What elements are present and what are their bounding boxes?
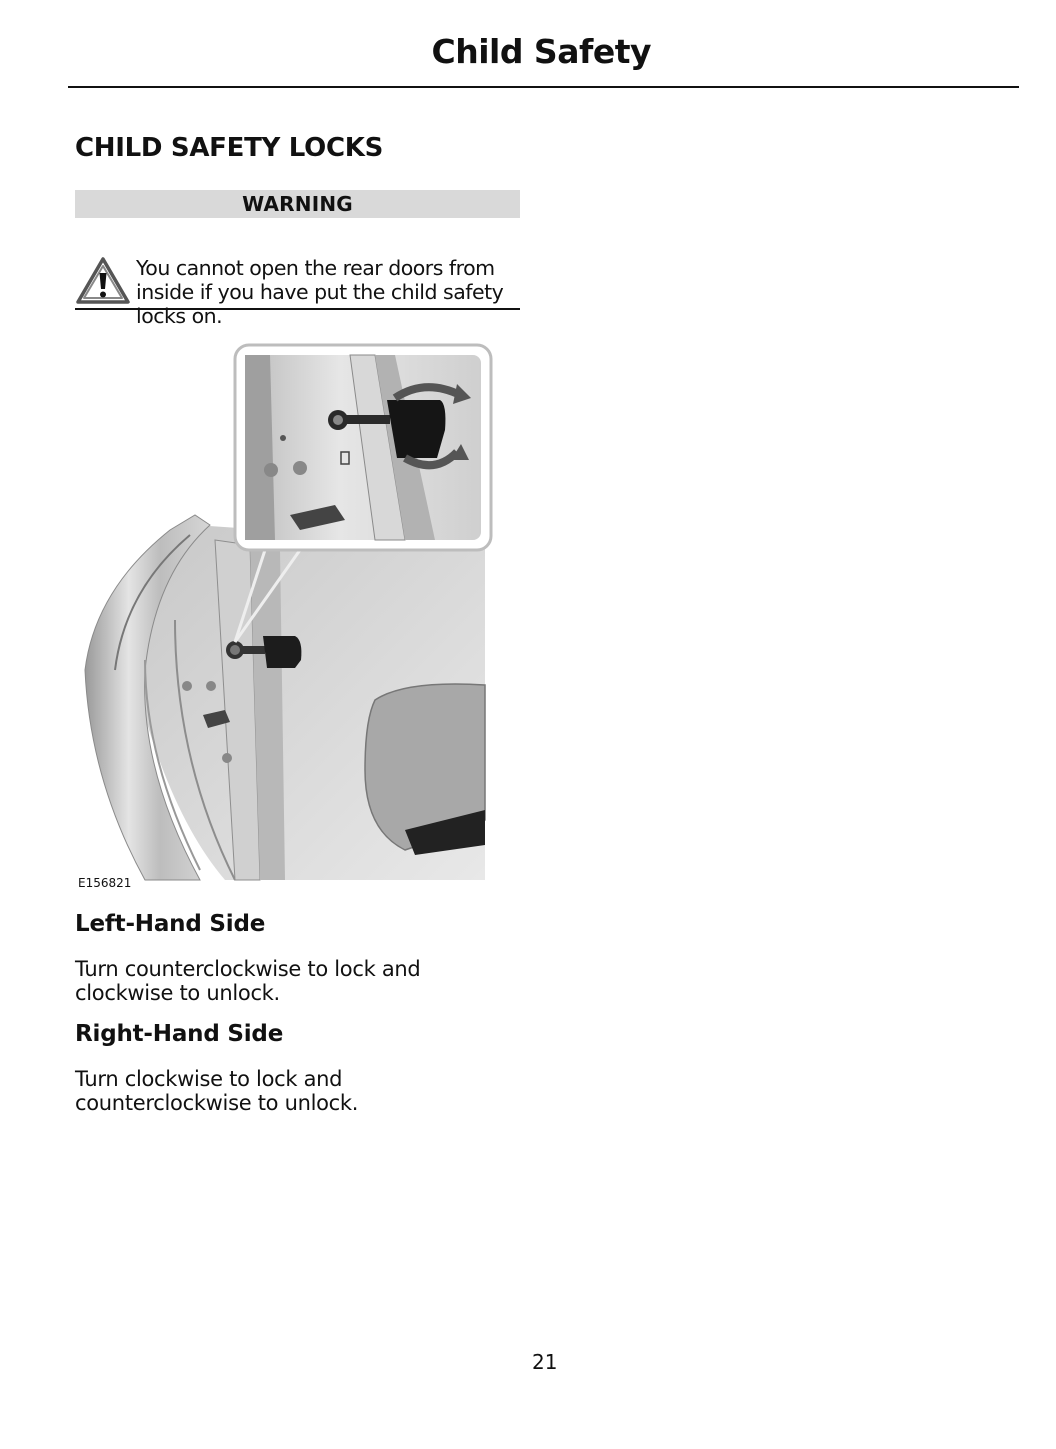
child-lock-illustration — [75, 340, 520, 885]
right-hand-side-text: Turn clockwise to lock and counterclockwise to unlock. — [75, 1067, 359, 1115]
left-hand-side-heading: Left-Hand Side — [75, 911, 266, 937]
page-title: Child Safety — [431, 32, 651, 71]
header-rule — [68, 86, 1019, 88]
warning-text: You cannot open the rear doors from inside if you have put the child safety locks on. — [136, 256, 504, 328]
left-hand-side-text: Turn counterclockwise to lock and clockwise to unlock. — [75, 957, 421, 1005]
warning-label: WARNING — [75, 190, 520, 218]
warning-triangle-icon — [75, 256, 131, 306]
page-number: 21 — [532, 1350, 558, 1374]
warning-box — [75, 190, 520, 328]
section-heading: CHILD SAFETY LOCKS — [75, 133, 383, 163]
warning-body — [75, 218, 520, 328]
right-hand-side-heading: Right-Hand Side — [75, 1021, 284, 1047]
figure-code: E156821 — [78, 876, 132, 890]
